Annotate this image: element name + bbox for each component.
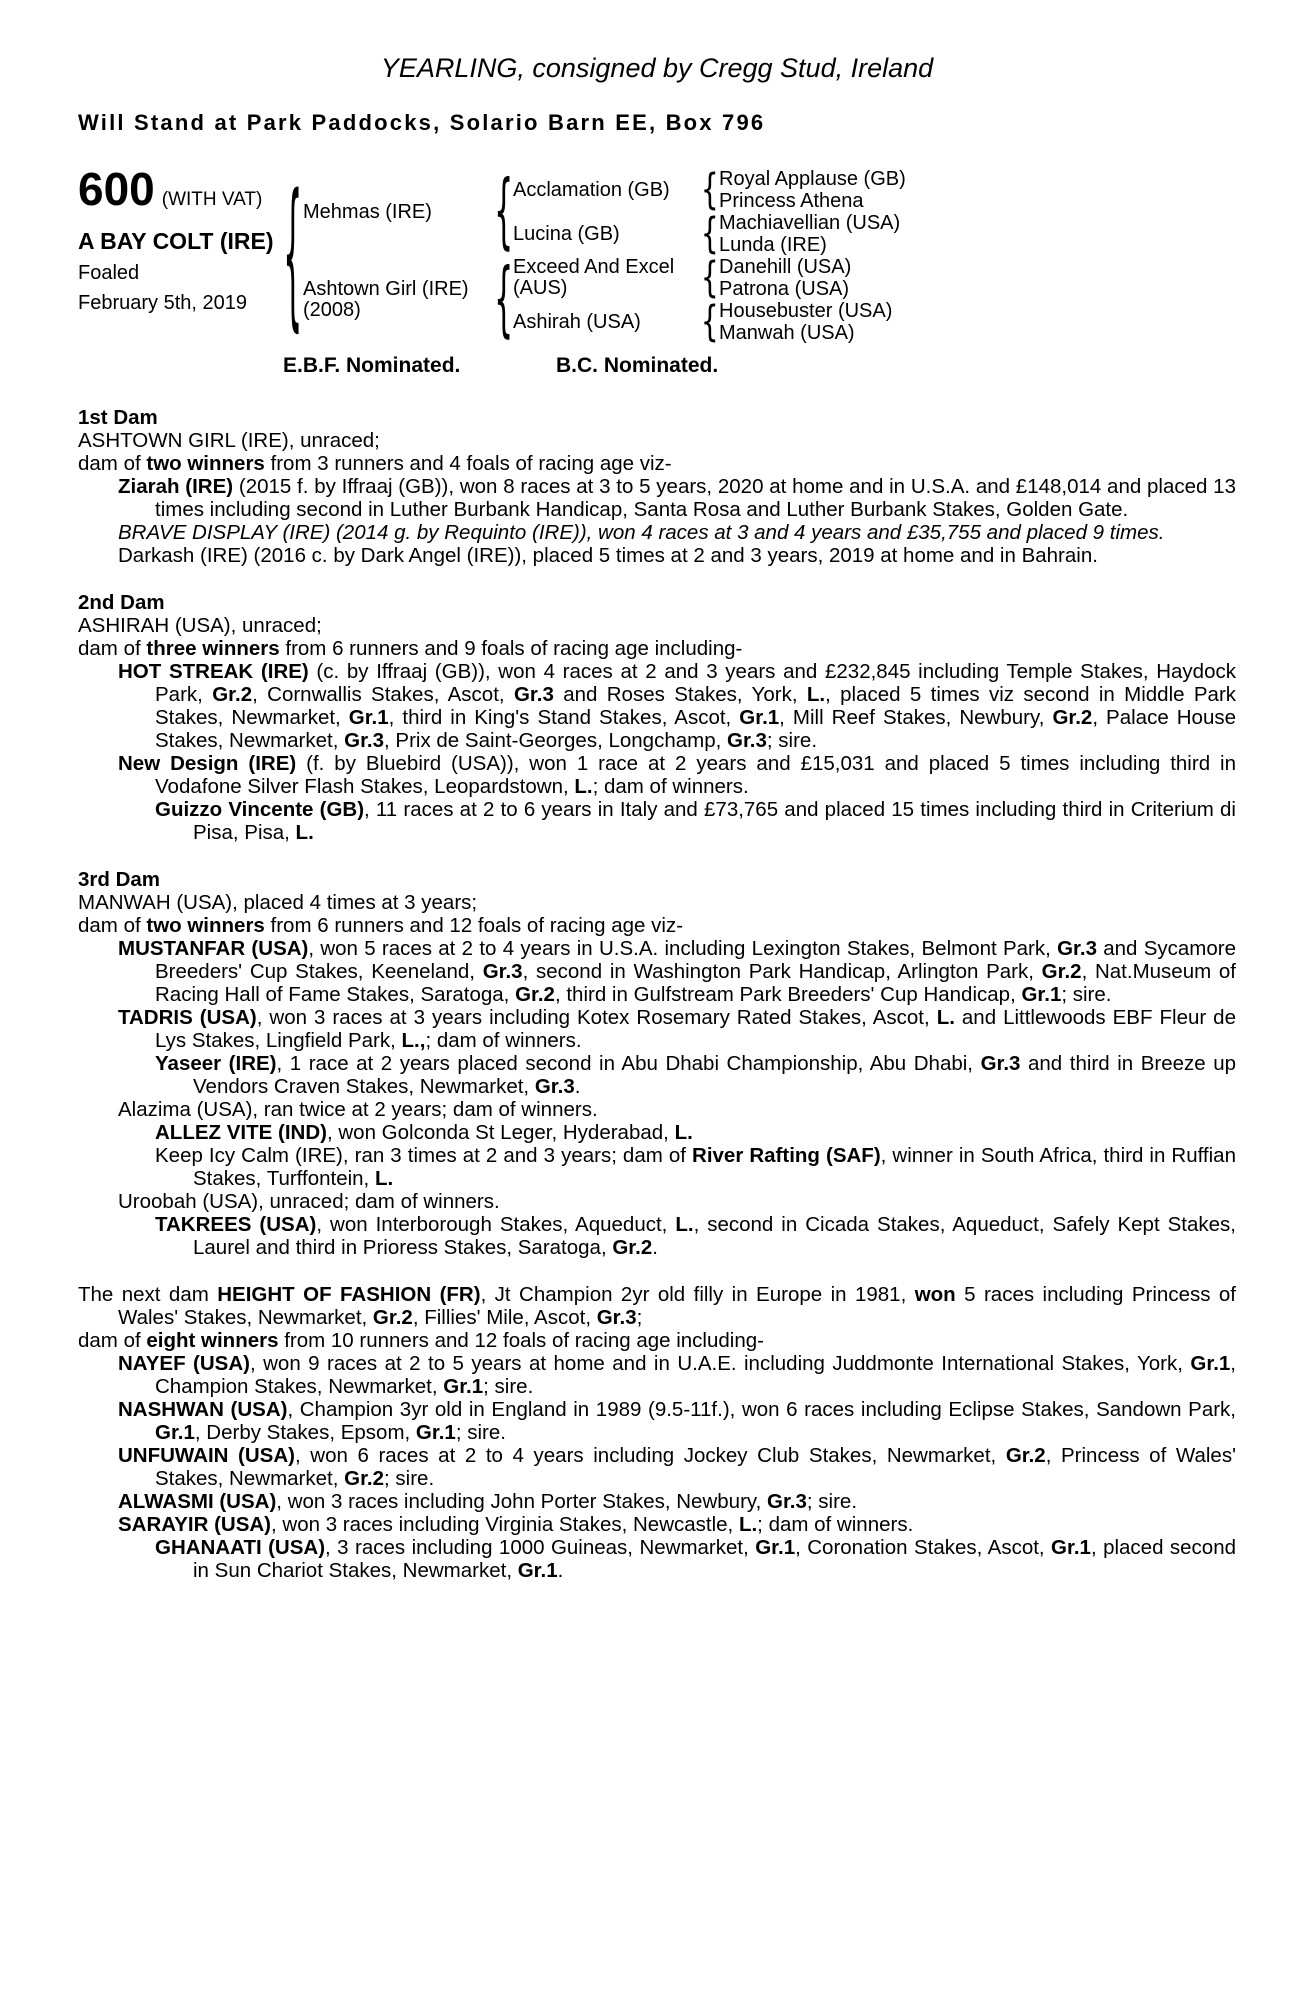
- gp-name: Princess Athena: [719, 189, 864, 212]
- text-segment: Gr.2: [1052, 706, 1093, 730]
- text-segment: .: [652, 1236, 658, 1260]
- brace-sire-parents: [494, 165, 514, 260]
- gp-name: Lunda (IRE): [719, 233, 827, 256]
- text-segment: (2015 f. by Iffraaj (GB)), won 8 races at 3 to 5 years, 2020 at home and in U.S.A. and £148,014 and placed 13 times including second in Luther Burbank Handicap, Santa Rosa and Luther Burbank Stakes, Golden Gate.: [155, 475, 1236, 522]
- text-segment: , Mill Reef Stakes, Newbury,: [779, 706, 1053, 730]
- text-segment: dam of: [78, 452, 147, 476]
- text-segment: Darkash (IRE) (2016 c. by Dark Angel (IRE)), placed 5 times at 2 and 3 years, 2019 at home and in Bahrain.: [118, 544, 1098, 568]
- lot-pedigree-block: [78, 163, 1236, 349]
- text-segment: L.,: [401, 1029, 426, 1053]
- text-segment: L.: [374, 1167, 394, 1191]
- pedigree-paragraph: [78, 1513, 1236, 1536]
- ebf-nominated: E.B.F. Nominated.: [283, 354, 461, 378]
- text-segment: ASHTOWN GIRL (IRE), unraced;: [78, 429, 380, 453]
- text-segment: Yaseer (IRE): [155, 1052, 277, 1076]
- text-segment: from 3 runners and 4 foals of racing age viz-: [264, 452, 672, 476]
- pedigree-paragraph: [78, 891, 1236, 914]
- text-segment: Gr.2: [372, 1306, 413, 1330]
- text-segment: , won 6 races at 2 to 4 years including Jockey Club Stakes, Newmarket,: [294, 1444, 1006, 1468]
- text-segment: , third in Gulfstream Park Breeders' Cup Handicap,: [554, 983, 1022, 1007]
- text-segment: The next dam: [78, 1283, 218, 1307]
- dam-section: [78, 1283, 1236, 1582]
- pedigree-paragraph: [78, 1444, 1236, 1490]
- text-segment: Gr.3: [344, 729, 385, 753]
- section-heading: 3rd Dam: [78, 868, 161, 892]
- text-segment: NASHWAN (USA): [118, 1398, 288, 1422]
- pedigree-paragraph: [78, 1052, 1236, 1098]
- text-segment: Gr.2: [515, 983, 555, 1007]
- text-segment: (f. by Bluebird (USA)), won 1 race at 2 years and £15,031 and placed 5 times including third in Vodafone Silver Flash Stakes, Leopardstown,: [155, 752, 1236, 799]
- pedigree-paragraph: [78, 1190, 1236, 1213]
- pedigree-paragraph: [78, 914, 1236, 937]
- gp-name: Danehill (USA): [719, 255, 852, 278]
- pedigree-paragraph: [78, 1006, 1236, 1052]
- pedigree-paragraph: [78, 1536, 1236, 1582]
- pedigree-table: [283, 164, 954, 349]
- text-segment: ; sire.: [483, 1375, 534, 1399]
- sire-dam-name: Lucina (GB): [513, 222, 620, 245]
- brace-glyph: {: [494, 165, 514, 260]
- text-segment: from 6 runners and 12 foals of racing age viz-: [264, 914, 684, 938]
- pedigree-paragraph: [78, 475, 1236, 521]
- page-title: YEARLING, consigned by Cregg Stud, Ireland: [380, 53, 934, 83]
- gp-name: Machiavellian (USA): [719, 211, 901, 234]
- pedigree-paragraph: [78, 544, 1236, 567]
- dam-year: (2008): [303, 299, 361, 322]
- pedigree-paragraph: [78, 937, 1236, 1006]
- text-segment: River Rafting (SAF): [692, 1144, 881, 1168]
- gp-name: Patrona (USA): [719, 277, 850, 300]
- brace-gp-4: [701, 298, 719, 347]
- brace-gp-2: [701, 210, 719, 259]
- dam-sire-name: Exceed And Excel (AUS): [513, 256, 675, 300]
- text-segment: Gr.1: [415, 1421, 456, 1445]
- text-segment: , winner in South Africa, third in Ruffian Stakes, Turffontein,: [193, 1144, 1236, 1191]
- pedigree-paragraph: [78, 1329, 1236, 1352]
- lot-number: 600: [78, 163, 155, 216]
- text-segment: 5 races including Princess of Wales' Stakes, Newmarket,: [118, 1283, 1237, 1330]
- text-segment: ; sire.: [766, 729, 818, 753]
- text-segment: L.: [574, 775, 593, 799]
- text-segment: GHANAATI (USA): [155, 1536, 326, 1560]
- pedigree-paragraph: [78, 1213, 1236, 1259]
- lot-number-line: [78, 163, 283, 216]
- text-segment: Gr.1: [1190, 1352, 1231, 1376]
- text-segment: Gr.1: [517, 1559, 558, 1583]
- text-segment: , 3 races including 1000 Guineas, Newmarket,: [325, 1536, 756, 1560]
- text-segment: NAYEF (USA): [118, 1352, 250, 1376]
- brace-gp-1: [701, 166, 719, 215]
- text-segment: Gr.1: [1021, 983, 1062, 1007]
- text-segment: , second in Washington Park Handicap, Arlington Park,: [522, 960, 1042, 984]
- text-segment: and Littlewoods EBF Fleur de Lys Stakes, Lingfield Park,: [155, 1006, 1236, 1053]
- foaled-label: Foaled: [78, 262, 140, 285]
- brace-glyph: {: [494, 253, 514, 348]
- sire-name: Mehmas (IRE): [303, 200, 432, 223]
- text-segment: ALWASMI (USA): [118, 1490, 277, 1514]
- dam-name: [303, 256, 495, 344]
- pedigree-paragraph: [78, 1490, 1236, 1513]
- sire-sire-name: Acclamation (GB): [513, 178, 670, 201]
- dam-section: [78, 868, 1236, 1259]
- text-segment: two winners: [146, 914, 265, 938]
- text-segment: Gr.3: [980, 1052, 1021, 1076]
- pedigree-paragraph: [78, 1283, 1236, 1329]
- stand-location: Will Stand at Park Paddocks, Solario Barn EE, Box 796: [78, 110, 766, 136]
- gp-name: Royal Applause (GB): [719, 167, 906, 190]
- text-segment: eight winners: [146, 1329, 279, 1353]
- text-segment: , Champion 3yr old in England in 1989 (9.5-11f.), won 6 races including Eclipse Stakes, Sandown Park,: [287, 1398, 1236, 1422]
- text-segment: Uroobah (USA), unraced; dam of winners.: [118, 1190, 500, 1214]
- text-segment: ASHIRAH (USA), unraced;: [78, 614, 322, 638]
- text-segment: two winners: [146, 452, 265, 476]
- text-segment: Gr.2: [344, 1467, 385, 1491]
- text-segment: , Palace House Stakes, Newmarket,: [155, 706, 1236, 753]
- pedigree-paragraph: [78, 637, 1236, 660]
- text-segment: , won 3 races including John Porter Stakes, Newbury,: [276, 1490, 768, 1514]
- text-segment: Gr.1: [755, 1536, 796, 1560]
- text-segment: Gr.3: [534, 1075, 575, 1099]
- pedigree-paragraph: [78, 1121, 1236, 1144]
- lot-vat-note: (WITH VAT): [161, 189, 263, 211]
- text-segment: Gr.2: [212, 683, 253, 707]
- dams-sections: [78, 406, 1236, 1582]
- text-segment: Keep Icy Calm (IRE), ran 3 times at 2 and 3 years; dam of: [155, 1144, 693, 1168]
- text-segment: HOT STREAK (IRE): [118, 660, 309, 684]
- text-segment: , Jt Champion 2yr old filly in Europe in 1981,: [480, 1283, 915, 1307]
- bc-nominated: B.C. Nominated.: [556, 354, 719, 378]
- text-segment: ; sire.: [1061, 983, 1112, 1007]
- text-segment: MANWAH (USA), placed 4 times at 3 years;: [78, 891, 478, 915]
- text-segment: Gr.3: [1057, 937, 1097, 961]
- lot-info: [78, 163, 283, 344]
- text-segment: Gr.1: [348, 706, 389, 730]
- text-segment: Gr.2: [1005, 1444, 1046, 1468]
- text-segment: , won 3 races at 3 years including Kotex Rosemary Rated Stakes, Ascot,: [256, 1006, 937, 1030]
- text-segment: Gr.2: [612, 1236, 653, 1260]
- text-segment: and third in Breeze up Vendors Craven Stakes, Newmarket,: [193, 1052, 1237, 1099]
- text-segment: (c. by Iffraaj (GB)), won 4 races at 2 and 3 years and £232,845 including Temple Stakes, Haydock Park,: [155, 660, 1236, 707]
- text-segment: New Design (IRE): [118, 752, 297, 776]
- text-segment: , placed 5 times viz second in Middle Park Stakes, Newmarket,: [155, 683, 1237, 730]
- section-heading: 2nd Dam: [78, 591, 165, 615]
- brace-glyph: {: [283, 164, 303, 349]
- text-segment: , 1 race at 2 years placed second in Abu Dhabi Championship, Abu Dhabi,: [276, 1052, 981, 1076]
- text-segment: dam of: [78, 637, 147, 661]
- pedigree-paragraph: [78, 1144, 1236, 1190]
- text-segment: L.: [738, 1513, 758, 1537]
- pedigree-paragraph: [78, 521, 1236, 544]
- text-segment: .: [557, 1559, 564, 1583]
- text-segment: , second in Cicada Stakes, Aqueduct, Safely Kept Stakes, Laurel and third in Prioress Stakes, Saratoga,: [193, 1213, 1236, 1260]
- section-heading: 1st Dam: [78, 406, 158, 430]
- text-segment: dam of: [78, 914, 147, 938]
- text-segment: ALLEZ VITE (IND): [155, 1121, 327, 1145]
- text-segment: L.: [675, 1213, 694, 1237]
- brace-glyph: {: [701, 298, 719, 347]
- text-segment: .: [574, 1075, 581, 1099]
- pedigree-paragraph: [78, 1398, 1236, 1444]
- text-segment: L.: [936, 1006, 955, 1030]
- text-segment: won: [914, 1283, 956, 1307]
- text-segment: Guizzo Vincente (GB): [155, 798, 365, 822]
- text-segment: HEIGHT OF FASHION (FR): [217, 1283, 481, 1307]
- text-segment: UNFUWAIN (USA): [118, 1444, 295, 1468]
- text-segment: , third in King's Stand Stakes, Ascot,: [388, 706, 740, 730]
- dam-section: [78, 406, 1236, 567]
- text-segment: , Nat.Museum of Racing Hall of Fame Stakes, Saratoga,: [155, 960, 1236, 1007]
- foaled-date: February 5th, 2019: [78, 292, 247, 315]
- text-segment: ; sire.: [455, 1421, 506, 1445]
- text-segment: dam of: [78, 1329, 147, 1353]
- text-segment: , Derby Stakes, Epsom,: [194, 1421, 416, 1445]
- text-segment: Gr.3: [482, 960, 523, 984]
- gp-name: Manwah (USA): [719, 321, 855, 344]
- text-segment: TAKREES (USA): [155, 1213, 317, 1237]
- text-segment: , placed second in Sun Chariot Stakes, Newmarket,: [193, 1536, 1237, 1583]
- text-segment: Gr.3: [513, 683, 554, 707]
- text-segment: , won 9 races at 2 to 5 years at home and in U.A.E. including Juddmonte International Stakes, York,: [249, 1352, 1191, 1376]
- nominations: [78, 354, 1236, 382]
- text-segment: Gr.3: [596, 1306, 637, 1330]
- text-segment: , Coronation Stakes, Ascot,: [795, 1536, 1052, 1560]
- text-segment: MUSTANFAR (USA): [118, 937, 309, 961]
- text-segment: Gr.3: [767, 1490, 807, 1514]
- text-segment: Ziarah (IRE): [118, 475, 234, 499]
- text-segment: , 11 races at 2 to 6 years in Italy and £73,765 and placed 15 times including third in Criterium di Pisa, Pisa,: [193, 798, 1236, 845]
- text-segment: from 6 runners and 9 foals of racing age including-: [279, 637, 743, 661]
- text-segment: TADRIS (USA): [118, 1006, 257, 1030]
- text-segment: L.: [806, 683, 826, 707]
- brace-glyph: {: [701, 166, 719, 215]
- text-segment: ; sire.: [806, 1490, 858, 1514]
- text-segment: , won 3 races including Virginia Stakes, Newcastle,: [271, 1513, 739, 1537]
- pedigree-paragraph: [78, 429, 1236, 452]
- text-segment: Gr.1: [1051, 1536, 1091, 1560]
- text-segment: Gr.3: [727, 729, 767, 753]
- pedigree-paragraph: [78, 798, 1236, 844]
- text-segment: Gr.2: [1041, 960, 1082, 984]
- dam-dam-name: Ashirah (USA): [513, 310, 641, 333]
- text-segment: SARAYIR (USA): [118, 1513, 272, 1537]
- pedigree-paragraph: [78, 660, 1236, 752]
- text-segment: , Fillies' Mile, Ascot,: [412, 1306, 597, 1330]
- text-segment: ; sire.: [384, 1467, 435, 1491]
- brace-glyph: {: [701, 254, 719, 303]
- text-segment: and Roses Stakes, York,: [553, 683, 807, 707]
- text-segment: Gr.1: [739, 706, 780, 730]
- brace-dam-parents: [494, 253, 514, 348]
- text-segment: , Champion Stakes, Newmarket,: [155, 1352, 1236, 1399]
- text-segment: three winners: [146, 637, 280, 661]
- text-segment: from 10 runners and 12 foals of racing age including-: [278, 1329, 764, 1353]
- text-segment: Gr.1: [443, 1375, 484, 1399]
- brace-gp-3: [701, 254, 719, 303]
- text-segment: and Sycamore Breeders' Cup Stakes, Keeneland,: [155, 937, 1237, 984]
- pedigree-paragraph: [78, 614, 1236, 637]
- text-segment: BRAVE DISPLAY (IRE) (2014 g. by Requinto (IRE)), won 4 races at 3 and 4 years and £35,755 and placed 9 times.: [118, 521, 1165, 545]
- text-segment: L.: [295, 821, 314, 845]
- text-segment: , Princess of Wales' Stakes, Newmarket,: [155, 1444, 1236, 1491]
- pedigree-paragraph: [78, 1352, 1236, 1398]
- text-segment: ; dam of winners.: [425, 1029, 582, 1053]
- brace-glyph: {: [701, 210, 719, 259]
- text-segment: Alazima (USA), ran twice at 2 years; dam of winners.: [118, 1098, 598, 1122]
- text-segment: , Cornwallis Stakes, Ascot,: [252, 683, 514, 707]
- text-segment: , won 5 races at 2 to 4 years in U.S.A. including Lexington Stakes, Belmont Park,: [308, 937, 1058, 961]
- text-segment: , Prix de Saint-Georges, Longchamp,: [384, 729, 728, 753]
- text-segment: Gr.1: [155, 1421, 195, 1445]
- pedigree-paragraph: [78, 452, 1236, 475]
- text-segment: ; dam of winners.: [757, 1513, 914, 1537]
- pedigree-paragraph: [78, 1098, 1236, 1121]
- dam-name-text: Ashtown Girl (IRE): [303, 278, 469, 301]
- text-segment: L.: [674, 1121, 693, 1145]
- horse-description: A BAY COLT (IRE): [78, 228, 274, 255]
- text-segment: ;: [636, 1306, 643, 1330]
- dam-section: [78, 591, 1236, 844]
- gp-name: Housebuster (USA): [719, 299, 893, 322]
- pedigree-paragraph: [78, 752, 1236, 798]
- text-segment: , won Interborough Stakes, Aqueduct,: [316, 1213, 676, 1237]
- text-segment: , won Golconda St Leger, Hyderabad,: [326, 1121, 675, 1145]
- brace-gen1: [283, 164, 303, 349]
- text-segment: ; dam of winners.: [592, 775, 749, 799]
